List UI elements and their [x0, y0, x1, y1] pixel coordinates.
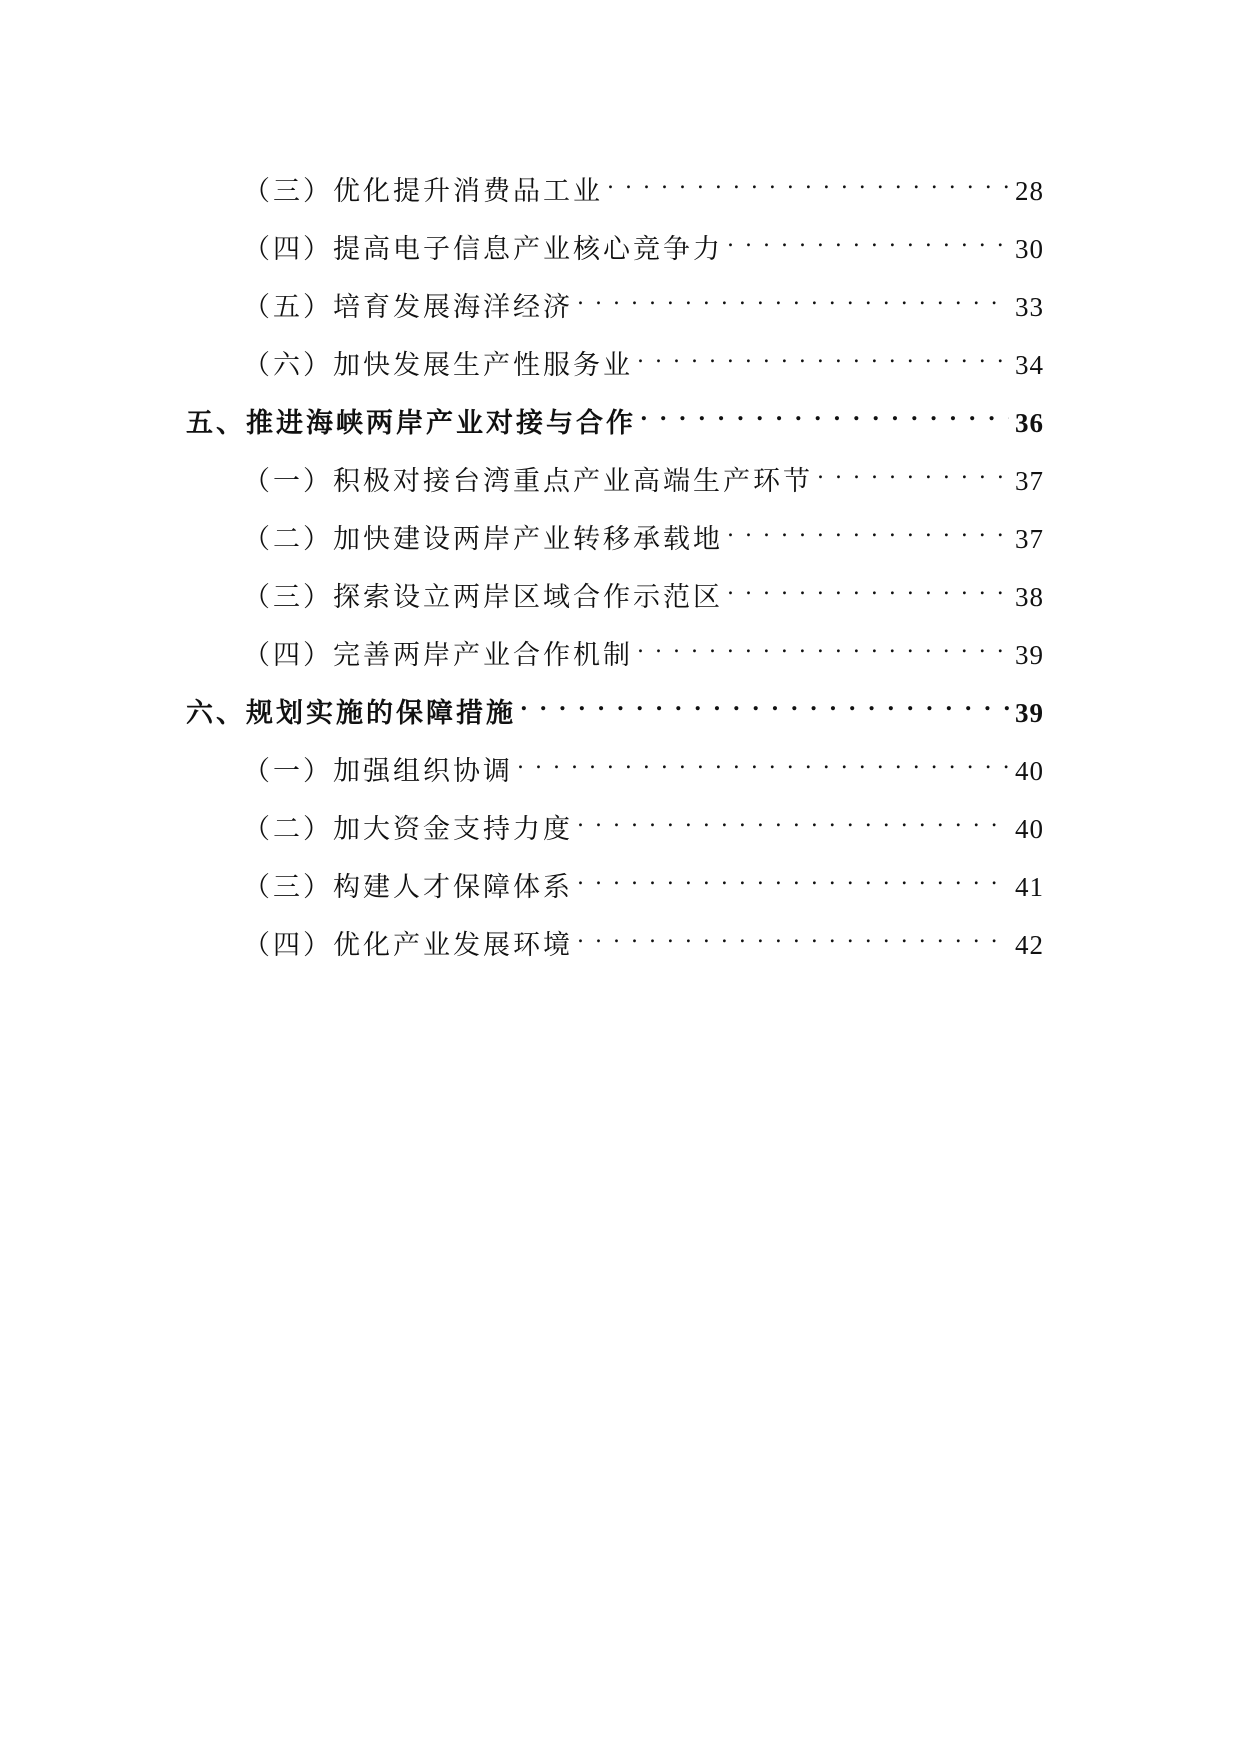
dot-leader — [640, 392, 1009, 432]
toc-entry-title: （三）探索设立两岸区域合作示范区 — [243, 582, 723, 613]
toc-entry[interactable] — [243, 160, 1044, 207]
toc-entry-title: （一）加强组织协调 — [243, 756, 513, 787]
dot-leader — [577, 856, 1009, 896]
toc-entry-title: 六、规划实施的保障措施 — [186, 698, 516, 729]
toc-entry-page: 40 — [1015, 756, 1044, 786]
toc-entry[interactable] — [243, 218, 1044, 265]
toc-entry-page: 28 — [1015, 176, 1044, 206]
toc-entry[interactable] — [243, 508, 1044, 555]
toc-entry[interactable] — [243, 914, 1044, 961]
toc-entry-page: 41 — [1015, 872, 1044, 902]
toc-entry[interactable] — [243, 624, 1044, 671]
dot-leader — [607, 160, 1009, 200]
toc-entry-title: （三）优化提升消费品工业 — [243, 176, 603, 207]
toc-entry-title: （二）加大资金支持力度 — [243, 814, 573, 845]
toc-entry-page: 34 — [1015, 350, 1044, 380]
toc-entry[interactable] — [243, 740, 1044, 787]
toc-entry-title: （四）提高电子信息产业核心竞争力 — [243, 234, 723, 265]
toc-chapter-entry[interactable] — [186, 392, 1044, 439]
toc-entry-page: 40 — [1015, 814, 1044, 844]
toc-entry-page: 38 — [1015, 582, 1044, 612]
toc-entry-page: 37 — [1015, 466, 1044, 496]
dot-leader — [637, 334, 1009, 374]
toc-entry-title: （四）完善两岸产业合作机制 — [243, 640, 633, 671]
dot-leader — [817, 450, 1009, 490]
toc-entry-title: （一）积极对接台湾重点产业高端生产环节 — [243, 466, 813, 497]
toc-entry-page: 39 — [1015, 698, 1044, 728]
toc-entry[interactable] — [243, 566, 1044, 613]
toc-entry-page: 37 — [1015, 524, 1044, 554]
dot-leader — [727, 508, 1009, 548]
dot-leader — [727, 566, 1009, 606]
toc-entry-page: 30 — [1015, 234, 1044, 264]
dot-leader — [577, 276, 1009, 316]
toc-entry-page: 42 — [1015, 930, 1044, 960]
toc-entry-title: （五）培育发展海洋经济 — [243, 292, 573, 323]
toc-entry[interactable] — [243, 856, 1044, 903]
toc-entry-title: （六）加快发展生产性服务业 — [243, 350, 633, 381]
toc-entry-page: 39 — [1015, 640, 1044, 670]
dot-leader — [577, 914, 1009, 954]
dot-leader — [637, 624, 1009, 664]
toc-entry[interactable] — [243, 276, 1044, 323]
toc-entry-page: 36 — [1015, 408, 1044, 438]
dot-leader — [517, 740, 1009, 780]
dot-leader — [577, 798, 1009, 838]
dot-leader — [727, 218, 1009, 258]
toc-chapter-entry[interactable] — [186, 682, 1044, 729]
dot-leader — [520, 682, 1009, 722]
toc-entry-page: 33 — [1015, 292, 1044, 322]
toc-entry-title: （四）优化产业发展环境 — [243, 930, 573, 961]
toc-entry-title: （二）加快建设两岸产业转移承载地 — [243, 524, 723, 555]
toc-entry-title: （三）构建人才保障体系 — [243, 872, 573, 903]
toc-entry-title: 五、推进海峡两岸产业对接与合作 — [186, 408, 636, 439]
toc-entry[interactable] — [243, 334, 1044, 381]
toc-entry[interactable] — [243, 450, 1044, 497]
toc-entry[interactable] — [243, 798, 1044, 845]
